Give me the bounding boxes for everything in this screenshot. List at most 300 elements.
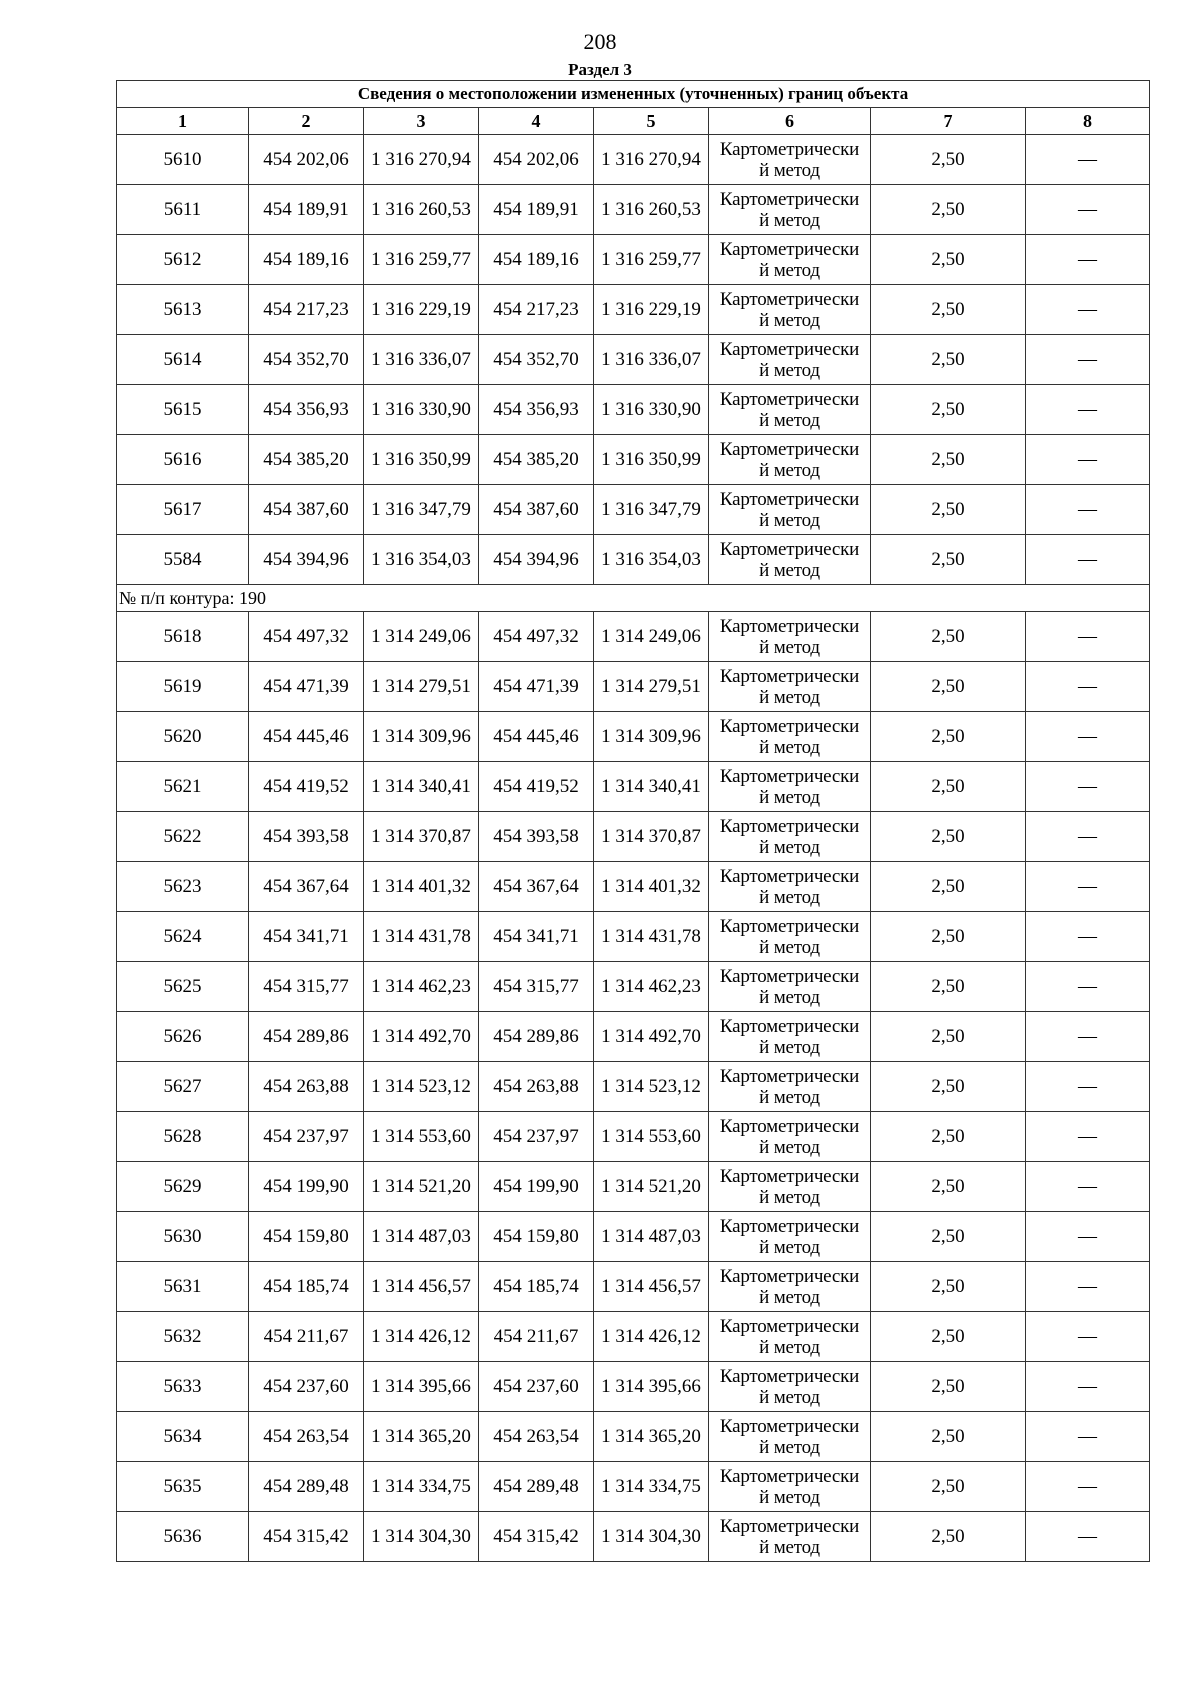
- y-existing: 1 314 304,30: [364, 1512, 479, 1562]
- point-number: 5612: [117, 235, 249, 285]
- accuracy: 2,50: [871, 135, 1026, 185]
- x-new: 454 387,60: [479, 485, 594, 535]
- x-new: 454 263,88: [479, 1062, 594, 1112]
- point-number: 5635: [117, 1462, 249, 1512]
- x-existing: 454 185,74: [249, 1262, 364, 1312]
- method-line: Картометрически: [719, 1165, 860, 1187]
- point-number: 5614: [117, 335, 249, 385]
- point-number: 5633: [117, 1362, 249, 1412]
- table-row: [117, 485, 1150, 535]
- table-row: [117, 135, 1150, 185]
- method-cell: [709, 485, 871, 535]
- method-line: Картометрически: [719, 665, 860, 687]
- y-existing: 1 316 330,90: [364, 385, 479, 435]
- y-new: 1 314 334,75: [594, 1462, 709, 1512]
- method-line: й метод: [759, 736, 820, 758]
- y-existing: 1 316 354,03: [364, 535, 479, 585]
- x-new: 454 315,77: [479, 962, 594, 1012]
- x-new: 454 315,42: [479, 1512, 594, 1562]
- column-header: 4: [479, 108, 594, 135]
- accuracy: 2,50: [871, 335, 1026, 385]
- accuracy: 2,50: [871, 1312, 1026, 1362]
- method-cell: [709, 1412, 871, 1462]
- x-existing: 454 497,32: [249, 612, 364, 662]
- y-existing: 1 314 521,20: [364, 1162, 479, 1212]
- method-cell: [709, 762, 871, 812]
- column-header: 5: [594, 108, 709, 135]
- table-caption-row: [117, 81, 1150, 108]
- accuracy: 2,50: [871, 1412, 1026, 1462]
- x-new: 454 497,32: [479, 612, 594, 662]
- method-line: Картометрически: [719, 1215, 860, 1237]
- x-new: 454 159,80: [479, 1212, 594, 1262]
- table-row: [117, 962, 1150, 1012]
- method-line: й метод: [759, 1486, 820, 1508]
- method-line: й метод: [759, 509, 820, 531]
- method-cell: [709, 1362, 871, 1412]
- y-existing: 1 316 260,53: [364, 185, 479, 235]
- y-new: 1 314 492,70: [594, 1012, 709, 1062]
- method-cell: [709, 612, 871, 662]
- x-existing: 454 199,90: [249, 1162, 364, 1212]
- x-new: 454 393,58: [479, 812, 594, 862]
- method-line: Картометрически: [719, 815, 860, 837]
- method-line: й метод: [759, 636, 820, 658]
- description: —: [1026, 1112, 1150, 1162]
- x-new: 454 263,54: [479, 1412, 594, 1462]
- method-line: Картометрически: [719, 338, 860, 360]
- column-header: 1: [117, 108, 249, 135]
- point-number: 5610: [117, 135, 249, 185]
- method-line: й метод: [759, 1436, 820, 1458]
- x-existing: 454 471,39: [249, 662, 364, 712]
- method-line: Картометрически: [719, 538, 860, 560]
- accuracy: 2,50: [871, 1112, 1026, 1162]
- method-line: й метод: [759, 836, 820, 858]
- method-line: Картометрически: [719, 915, 860, 937]
- method-cell: [709, 712, 871, 762]
- point-number: 5634: [117, 1412, 249, 1462]
- y-existing: 1 314 401,32: [364, 862, 479, 912]
- point-number: 5628: [117, 1112, 249, 1162]
- method-line: Картометрически: [719, 488, 860, 510]
- table-row: [117, 335, 1150, 385]
- point-number: 5613: [117, 285, 249, 335]
- method-line: й метод: [759, 936, 820, 958]
- point-number: 5630: [117, 1212, 249, 1262]
- x-existing: 454 263,88: [249, 1062, 364, 1112]
- x-existing: 454 352,70: [249, 335, 364, 385]
- description: —: [1026, 135, 1150, 185]
- method-line: й метод: [759, 1086, 820, 1108]
- method-line: Картометрически: [719, 1315, 860, 1337]
- method-line: й метод: [759, 309, 820, 331]
- method-line: й метод: [759, 359, 820, 381]
- point-number: 5627: [117, 1062, 249, 1112]
- table-row: [117, 662, 1150, 712]
- y-existing: 1 314 553,60: [364, 1112, 479, 1162]
- accuracy: 2,50: [871, 912, 1026, 962]
- x-existing: 454 315,77: [249, 962, 364, 1012]
- table-caption: Сведения о местоположении измененных (уточненных) границ объекта: [117, 81, 1150, 108]
- point-number: 5617: [117, 485, 249, 535]
- table-body: [117, 135, 1150, 1562]
- table-row: [117, 1212, 1150, 1262]
- x-existing: 454 159,80: [249, 1212, 364, 1262]
- column-header: 6: [709, 108, 871, 135]
- y-new: 1 314 523,12: [594, 1062, 709, 1112]
- description: —: [1026, 385, 1150, 435]
- x-existing: 454 263,54: [249, 1412, 364, 1462]
- accuracy: 2,50: [871, 762, 1026, 812]
- y-existing: 1 314 370,87: [364, 812, 479, 862]
- x-existing: 454 189,16: [249, 235, 364, 285]
- method-cell: [709, 385, 871, 435]
- method-cell: [709, 1162, 871, 1212]
- point-number: 5620: [117, 712, 249, 762]
- description: —: [1026, 612, 1150, 662]
- x-existing: 454 394,96: [249, 535, 364, 585]
- accuracy: 2,50: [871, 962, 1026, 1012]
- table-row: [117, 1512, 1150, 1562]
- accuracy: 2,50: [871, 1062, 1026, 1112]
- x-existing: 454 189,91: [249, 185, 364, 235]
- accuracy: 2,50: [871, 235, 1026, 285]
- description: —: [1026, 762, 1150, 812]
- table-row: [117, 235, 1150, 285]
- table-row: [117, 1462, 1150, 1512]
- y-existing: 1 314 249,06: [364, 612, 479, 662]
- description: —: [1026, 662, 1150, 712]
- accuracy: 2,50: [871, 612, 1026, 662]
- description: —: [1026, 1062, 1150, 1112]
- point-number: 5623: [117, 862, 249, 912]
- y-new: 1 314 426,12: [594, 1312, 709, 1362]
- x-existing: 454 211,67: [249, 1312, 364, 1362]
- method-line: й метод: [759, 1036, 820, 1058]
- method-cell: [709, 812, 871, 862]
- x-new: 454 341,71: [479, 912, 594, 962]
- method-line: Картометрически: [719, 1465, 860, 1487]
- table-row: [117, 385, 1150, 435]
- y-new: 1 316 270,94: [594, 135, 709, 185]
- x-existing: 454 385,20: [249, 435, 364, 485]
- accuracy: 2,50: [871, 1262, 1026, 1312]
- accuracy: 2,50: [871, 712, 1026, 762]
- method-line: Картометрически: [719, 438, 860, 460]
- method-line: Картометрически: [719, 615, 860, 637]
- y-new: 1 314 462,23: [594, 962, 709, 1012]
- method-line: Картометрически: [719, 138, 860, 160]
- table-row: [117, 1412, 1150, 1462]
- y-existing: 1 314 309,96: [364, 712, 479, 762]
- y-existing: 1 314 523,12: [364, 1062, 479, 1112]
- table-row: [117, 1262, 1150, 1312]
- y-new: 1 314 456,57: [594, 1262, 709, 1312]
- y-existing: 1 316 347,79: [364, 485, 479, 535]
- method-line: й метод: [759, 986, 820, 1008]
- description: —: [1026, 535, 1150, 585]
- x-new: 454 237,97: [479, 1112, 594, 1162]
- description: —: [1026, 1412, 1150, 1462]
- method-cell: [709, 235, 871, 285]
- x-new: 454 445,46: [479, 712, 594, 762]
- method-line: й метод: [759, 1536, 820, 1558]
- description: —: [1026, 862, 1150, 912]
- x-new: 454 185,74: [479, 1262, 594, 1312]
- description: —: [1026, 1312, 1150, 1362]
- method-line: й метод: [759, 259, 820, 281]
- method-line: Картометрически: [719, 1065, 860, 1087]
- method-cell: [709, 1112, 871, 1162]
- method-line: й метод: [759, 1336, 820, 1358]
- y-new: 1 314 279,51: [594, 662, 709, 712]
- column-header: 8: [1026, 108, 1150, 135]
- table-row: [117, 1312, 1150, 1362]
- accuracy: 2,50: [871, 485, 1026, 535]
- description: —: [1026, 435, 1150, 485]
- point-number: 5621: [117, 762, 249, 812]
- y-new: 1 314 521,20: [594, 1162, 709, 1212]
- point-number: 5615: [117, 385, 249, 435]
- x-existing: 454 289,86: [249, 1012, 364, 1062]
- table-row: [117, 285, 1150, 335]
- y-existing: 1 316 350,99: [364, 435, 479, 485]
- x-existing: 454 289,48: [249, 1462, 364, 1512]
- y-new: 1 316 259,77: [594, 235, 709, 285]
- accuracy: 2,50: [871, 662, 1026, 712]
- method-cell: [709, 285, 871, 335]
- method-line: й метод: [759, 159, 820, 181]
- method-line: й метод: [759, 686, 820, 708]
- table-row: [117, 1062, 1150, 1112]
- point-number: 5624: [117, 912, 249, 962]
- accuracy: 2,50: [871, 285, 1026, 335]
- table-row: [117, 1012, 1150, 1062]
- method-line: Картометрически: [719, 1365, 860, 1387]
- method-line: й метод: [759, 1386, 820, 1408]
- x-existing: 454 315,42: [249, 1512, 364, 1562]
- y-existing: 1 316 229,19: [364, 285, 479, 335]
- description: —: [1026, 1512, 1150, 1562]
- point-number: 5629: [117, 1162, 249, 1212]
- x-existing: 454 217,23: [249, 285, 364, 335]
- method-cell: [709, 335, 871, 385]
- description: —: [1026, 712, 1150, 762]
- x-new: 454 199,90: [479, 1162, 594, 1212]
- x-existing: 454 367,64: [249, 862, 364, 912]
- point-number: 5636: [117, 1512, 249, 1562]
- description: —: [1026, 812, 1150, 862]
- x-existing: 454 393,58: [249, 812, 364, 862]
- y-existing: 1 316 336,07: [364, 335, 479, 385]
- x-new: 454 189,16: [479, 235, 594, 285]
- point-number: 5631: [117, 1262, 249, 1312]
- method-cell: [709, 1312, 871, 1362]
- description: —: [1026, 235, 1150, 285]
- accuracy: 2,50: [871, 385, 1026, 435]
- contour-row: [117, 585, 1150, 612]
- y-new: 1 316 260,53: [594, 185, 709, 235]
- method-line: й метод: [759, 559, 820, 581]
- x-existing: 454 341,71: [249, 912, 364, 962]
- contour-label: № п/п контура: 190: [117, 585, 1150, 612]
- accuracy: 2,50: [871, 1212, 1026, 1262]
- point-number: 5584: [117, 535, 249, 585]
- accuracy: 2,50: [871, 1462, 1026, 1512]
- method-line: й метод: [759, 1136, 820, 1158]
- method-line: й метод: [759, 1286, 820, 1308]
- accuracy: 2,50: [871, 185, 1026, 235]
- y-existing: 1 314 334,75: [364, 1462, 479, 1512]
- method-line: й метод: [759, 209, 820, 231]
- method-line: Картометрически: [719, 1515, 860, 1537]
- method-cell: [709, 912, 871, 962]
- table-row: [117, 1362, 1150, 1412]
- method-cell: [709, 135, 871, 185]
- method-line: Картометрически: [719, 965, 860, 987]
- y-existing: 1 316 259,77: [364, 235, 479, 285]
- y-existing: 1 314 456,57: [364, 1262, 479, 1312]
- method-cell: [709, 185, 871, 235]
- method-cell: [709, 662, 871, 712]
- method-line: Картометрически: [719, 1115, 860, 1137]
- method-line: й метод: [759, 409, 820, 431]
- y-existing: 1 314 279,51: [364, 662, 479, 712]
- method-cell: [709, 1512, 871, 1562]
- y-new: 1 316 347,79: [594, 485, 709, 535]
- method-line: Картометрически: [719, 288, 860, 310]
- method-line: Картометрически: [719, 1415, 860, 1437]
- x-existing: 454 237,97: [249, 1112, 364, 1162]
- method-line: Картометрически: [719, 238, 860, 260]
- method-line: Картометрически: [719, 1015, 860, 1037]
- y-existing: 1 314 395,66: [364, 1362, 479, 1412]
- x-new: 454 289,48: [479, 1462, 594, 1512]
- x-new: 454 217,23: [479, 285, 594, 335]
- y-existing: 1 316 270,94: [364, 135, 479, 185]
- x-new: 454 367,64: [479, 862, 594, 912]
- point-number: 5626: [117, 1012, 249, 1062]
- y-existing: 1 314 426,12: [364, 1312, 479, 1362]
- method-cell: [709, 1212, 871, 1262]
- description: —: [1026, 185, 1150, 235]
- method-line: й метод: [759, 886, 820, 908]
- description: —: [1026, 1212, 1150, 1262]
- point-number: 5611: [117, 185, 249, 235]
- y-new: 1 314 365,20: [594, 1412, 709, 1462]
- description: —: [1026, 962, 1150, 1012]
- y-new: 1 314 340,41: [594, 762, 709, 812]
- table-row: [117, 912, 1150, 962]
- method-line: Картометрически: [719, 188, 860, 210]
- method-cell: [709, 1012, 871, 1062]
- table-row: [117, 185, 1150, 235]
- y-new: 1 314 401,32: [594, 862, 709, 912]
- y-new: 1 314 249,06: [594, 612, 709, 662]
- method-line: й метод: [759, 459, 820, 481]
- method-cell: [709, 862, 871, 912]
- column-header: 2: [249, 108, 364, 135]
- method-cell: [709, 962, 871, 1012]
- table-row: [117, 712, 1150, 762]
- method-cell: [709, 1062, 871, 1112]
- x-new: 454 189,91: [479, 185, 594, 235]
- y-new: 1 316 350,99: [594, 435, 709, 485]
- table-row: [117, 1112, 1150, 1162]
- accuracy: 2,50: [871, 812, 1026, 862]
- y-new: 1 316 229,19: [594, 285, 709, 335]
- accuracy: 2,50: [871, 1512, 1026, 1562]
- table-row: [117, 535, 1150, 585]
- point-number: 5619: [117, 662, 249, 712]
- point-number: 5632: [117, 1312, 249, 1362]
- column-header: 3: [364, 108, 479, 135]
- x-new: 454 289,86: [479, 1012, 594, 1062]
- method-line: Картометрически: [719, 765, 860, 787]
- description: —: [1026, 1012, 1150, 1062]
- y-new: 1 314 370,87: [594, 812, 709, 862]
- description: —: [1026, 1362, 1150, 1412]
- y-existing: 1 314 431,78: [364, 912, 479, 962]
- y-new: 1 314 309,96: [594, 712, 709, 762]
- accuracy: 2,50: [871, 1012, 1026, 1062]
- y-new: 1 314 431,78: [594, 912, 709, 962]
- section-title: Раздел 3: [568, 60, 632, 79]
- accuracy: 2,50: [871, 1362, 1026, 1412]
- y-new: 1 316 336,07: [594, 335, 709, 385]
- table-row: [117, 435, 1150, 485]
- table-row: [117, 812, 1150, 862]
- y-existing: 1 314 492,70: [364, 1012, 479, 1062]
- x-new: 454 419,52: [479, 762, 594, 812]
- y-existing: 1 314 340,41: [364, 762, 479, 812]
- description: —: [1026, 1162, 1150, 1212]
- description: —: [1026, 1262, 1150, 1312]
- x-new: 454 237,60: [479, 1362, 594, 1412]
- y-new: 1 314 304,30: [594, 1512, 709, 1562]
- x-new: 454 356,93: [479, 385, 594, 435]
- x-existing: 454 237,60: [249, 1362, 364, 1412]
- method-line: Картометрически: [719, 865, 860, 887]
- x-new: 454 202,06: [479, 135, 594, 185]
- y-new: 1 316 354,03: [594, 535, 709, 585]
- y-new: 1 314 487,03: [594, 1212, 709, 1262]
- point-number: 5618: [117, 612, 249, 662]
- description: —: [1026, 912, 1150, 962]
- x-new: 454 471,39: [479, 662, 594, 712]
- x-existing: 454 445,46: [249, 712, 364, 762]
- method-line: Картометрически: [719, 388, 860, 410]
- method-cell: [709, 435, 871, 485]
- y-new: 1 314 395,66: [594, 1362, 709, 1412]
- x-new: 454 385,20: [479, 435, 594, 485]
- page-number: 208: [583, 29, 617, 54]
- column-header: 7: [871, 108, 1026, 135]
- boundary-table: [116, 80, 1150, 1562]
- method-cell: [709, 1462, 871, 1512]
- y-existing: 1 314 487,03: [364, 1212, 479, 1262]
- method-line: Картометрически: [719, 1265, 860, 1287]
- method-line: й метод: [759, 1236, 820, 1258]
- method-line: й метод: [759, 786, 820, 808]
- point-number: 5625: [117, 962, 249, 1012]
- y-existing: 1 314 462,23: [364, 962, 479, 1012]
- method-cell: [709, 535, 871, 585]
- description: —: [1026, 1462, 1150, 1512]
- method-line: Картометрически: [719, 715, 860, 737]
- accuracy: 2,50: [871, 862, 1026, 912]
